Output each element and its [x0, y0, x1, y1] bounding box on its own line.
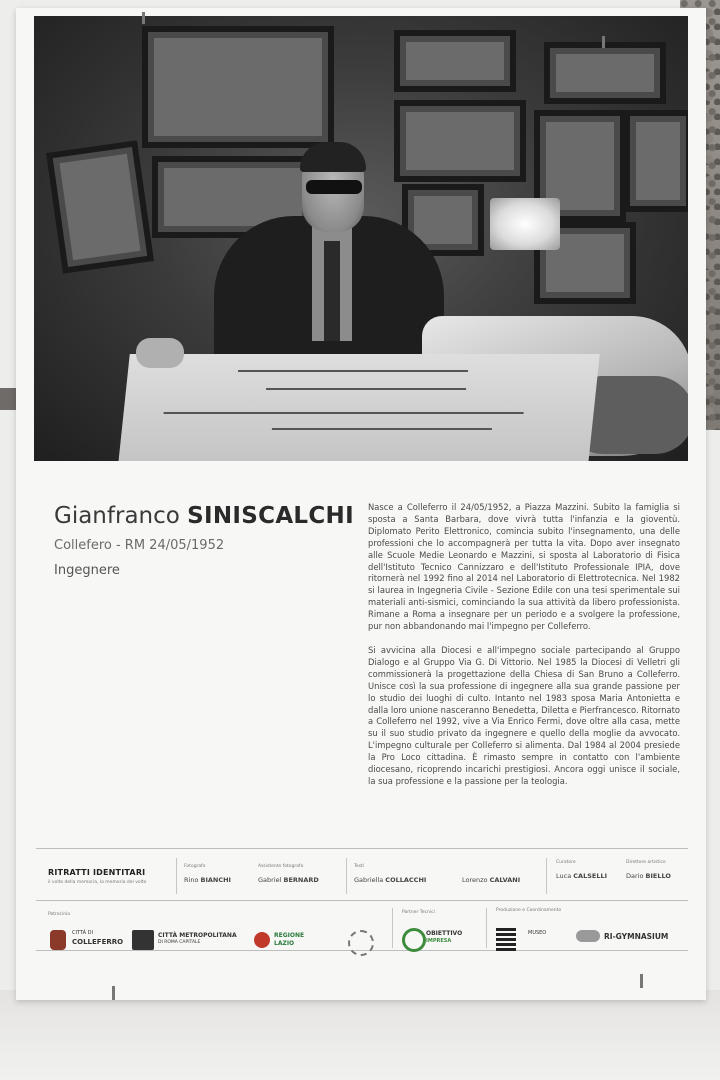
- logo-obiettivo-a: OBIETTIVO: [426, 930, 463, 937]
- biography: [368, 502, 680, 800]
- obiettivo-impresa-logo-icon: [402, 928, 426, 952]
- person-hand: [136, 338, 184, 368]
- photographer-name: Rino BIANCHI: [184, 876, 231, 884]
- hanging-pin: [640, 974, 643, 988]
- photographer-label: Fotografo: [184, 864, 206, 869]
- birth-date: RM 24/05/1952: [124, 538, 225, 553]
- birth-place: Collefero -: [54, 538, 125, 553]
- first-name: Gianfranco: [54, 503, 180, 529]
- birth-info: [54, 538, 374, 553]
- colleferro-crest-icon: [50, 930, 66, 950]
- wall-frame: [544, 42, 666, 104]
- ri-gymnasium-mark-icon: [576, 930, 600, 942]
- wall-frame: [394, 30, 516, 92]
- hanging-pin: [142, 12, 145, 24]
- project-subtitle: il volto della memoria, la memoria del volto: [48, 880, 147, 885]
- last-name: SINISCALCHI: [187, 503, 354, 529]
- logo-regione-a: REGIONE: [274, 932, 305, 939]
- pro-loco-logo-icon: [348, 930, 374, 956]
- wall-frame: [624, 110, 688, 212]
- assistant-name: Gabriel BERNARD: [258, 876, 319, 884]
- portrait-photo: [34, 16, 688, 461]
- logo-museo: MUSEO: [528, 930, 547, 936]
- production-logo-icon: [496, 928, 516, 952]
- logo-ri-gymnasium: RI-GYMNASIUM: [604, 932, 669, 941]
- name-block: [54, 502, 374, 578]
- wall-frame: [142, 26, 334, 148]
- hanging-pin: [602, 36, 605, 48]
- floor: [0, 990, 720, 1080]
- director-label: Direttore artistico: [626, 860, 666, 865]
- divider: [36, 900, 688, 901]
- metro-city-emblem-icon: [132, 930, 154, 950]
- glasses: [306, 180, 362, 194]
- project-title: RITRATTI IDENTITARI: [48, 868, 146, 877]
- person-name: [54, 502, 374, 530]
- logo-regione-b: LAZIO: [274, 940, 295, 947]
- desk-lamp: [490, 198, 560, 250]
- patronage-label: Patrocinio: [48, 912, 71, 917]
- logo-metro-name: CITTÀ METROPOLITANA: [158, 932, 237, 939]
- logo-colleferro-text: CITTÀ DI: [72, 930, 93, 936]
- logo-obiettivo-b: IMPRESA: [426, 938, 452, 944]
- texts-author-1: Gabriella COLLACCHI: [354, 876, 427, 884]
- logo-colleferro-name: COLLEFERRO: [72, 938, 124, 946]
- profession: Ingegnere: [54, 563, 120, 578]
- logo-metro-sub: DI ROMA CAPITALE: [158, 940, 201, 945]
- texts-label: Testi: [354, 864, 365, 869]
- wall-frame: [394, 100, 526, 182]
- technical-drawing: [118, 354, 600, 461]
- hanging-pin: [112, 986, 115, 1000]
- regione-lazio-logo-icon: [254, 932, 270, 948]
- bio-paragraph: Si avvicina alla Diocesi e all'impegno sociale partecipando al Gruppo Dialogo e al Gruppo Via G. Di Vittorio. Nel 1985 la Diocesi di Velletri gli commissionerà la progettazione della Chiesa di San Bruno a Colleferro. Unisce così la sua professione di ingegnere alla sua grande passione per lo studio dei luoghi di culto. Intanto nel 1983 sposa Maria Antonietta e dalla loro unione nasceranno Benedetta, Diletta e Pierfrancesco. Ritornato a Colleferro nel 1992, vive a Via Enrico Fermi, dove oltre alla casa, mette su il suo studio privato da ingegnere e quello della moglie da avvocato. L'impegno culturale per Colleferro si alimenta. Dal 1984 al 2004 presiede la Pro Loco cittadina. È rimasto sempre in contatto con l'ambiente diocesano, ricoprendo incarichi prestigiosi. Ancora oggi unisce il sociale, la sua professione e la passione per la teologia.: [368, 644, 680, 786]
- credits-footer: [36, 846, 688, 986]
- divider: [36, 848, 688, 849]
- curator-label: Curatore: [556, 860, 576, 865]
- director-name: Dario BIELLO: [626, 872, 671, 880]
- production-label: Produzione e Coordinamento: [496, 908, 562, 913]
- assistant-label: Assistente fotografo: [258, 864, 304, 869]
- partner-label: Partner Tecnici: [402, 910, 435, 915]
- wall-frame: [46, 140, 154, 274]
- person-tie: [324, 241, 340, 341]
- curator-name: Luca CALSELLI: [556, 872, 608, 880]
- person-hair: [300, 142, 366, 172]
- exhibition-poster: [16, 8, 706, 1000]
- texts-author-2: Lorenzo CALVANI: [462, 876, 521, 884]
- bio-paragraph: Nasce a Colleferro il 24/05/1952, a Piazza Mazzini. Subito la famiglia si sposta a Santa Barbara, dove vivrà tutta l'infanzia e la gioventù. Diplomato Perito Elettronico, comincia subito l'insegnamento, una delle professioni che lo accompagnerà per tutta la vita. Dopo aver insegnato alle Scuole Medie Leonardo e Mazzini, si sposta al Laboratorio di Fisica dell'Istituto Tecnico Cannizzaro e dell'Istituto Professionale IPIA, dove ritornerà nel 1992 fino al 2014 nel Laboratorio di Elettrotecnica. Nel 1982 si laurea in Ingegneria Civile - Sezione Edile con una tesi sperimentale sui materiali anti-sismici, cominciando la sua attività da libero professionista. Rimane a Roma a insegnare per un periodo e a svolgere la professione, pur non abbandonando mai l'impegno per Colleferro.: [368, 502, 680, 632]
